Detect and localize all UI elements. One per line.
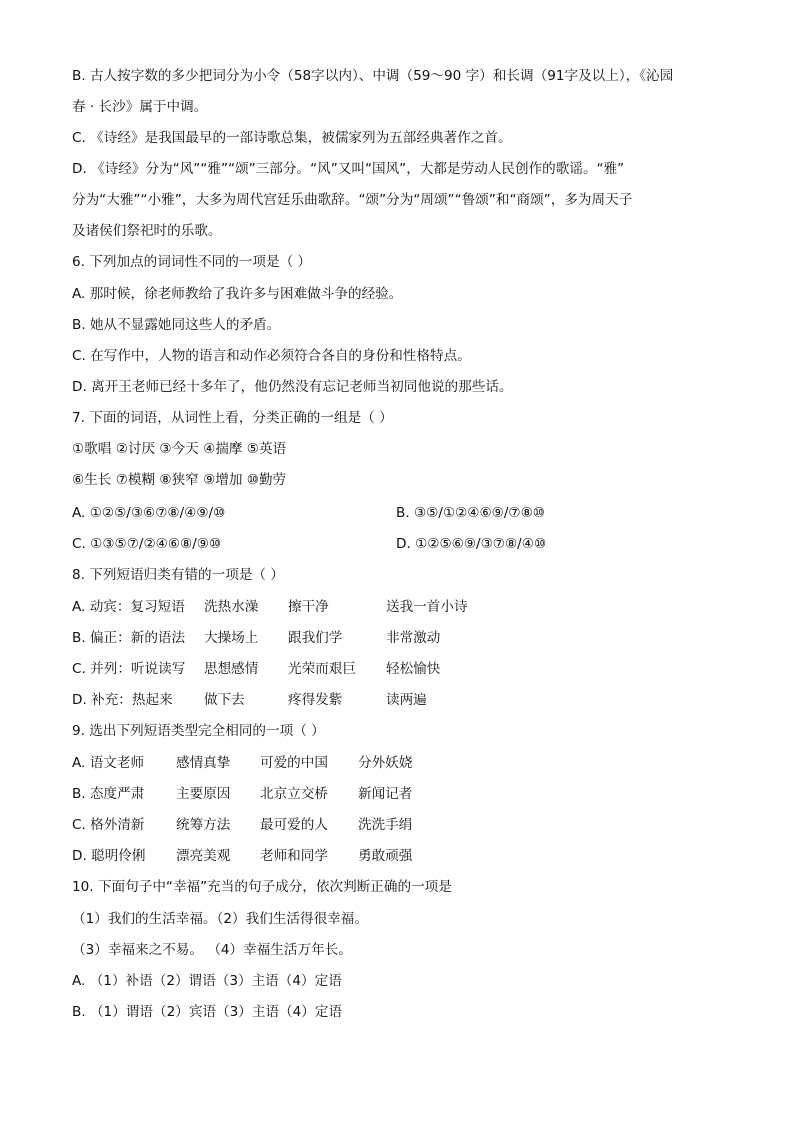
- q5-option-c: C. 《诗经》是我国最早的一部诗歌总集，被儒家列为五部经典著作之首。: [72, 130, 512, 146]
- q8-b-item-1: B. 偏正：新的语法: [72, 630, 186, 646]
- q10-sentences-2: （3）幸福来之不易。 （4）幸福生活万年长。: [72, 942, 352, 958]
- q9-b-item-4: 新闻记者: [358, 786, 413, 802]
- q8-d-item-3: 疼得发紫: [288, 692, 343, 708]
- q8-b-item-2: 大操场上: [204, 630, 259, 646]
- q7-option-d: D. ①②⑤⑥⑨/③⑦⑧/④⑩: [396, 536, 547, 552]
- q10-sentences-1: （1）我们的生活幸福。（2）我们生活得很幸福。: [72, 911, 368, 927]
- q5-option-b-line1: B. 古人按字数的多少把词分为小令（58字以内）、中调（59～90 字）和长调（91字及以上），《沁园: [72, 68, 674, 84]
- q6-option-a: A. 那时候，徐老师教给了我许多与困难做斗争的经验。: [72, 286, 403, 302]
- q5-option-d-line2: 分为“大雅”“小雅”，大多为周代宫廷乐曲歌辞。“颂”分为“周颂”“鲁颂”和“商颂”，多为周天子: [72, 192, 633, 208]
- q9-a-item-1: A. 语文老师: [72, 755, 145, 771]
- q9-d-item-1: D. 聪明伶俐: [72, 848, 146, 864]
- q6-stem: 6. 下列加点的词词性不同的一项是（ ）: [72, 254, 312, 270]
- q8-d-item-4: 读两遍: [386, 692, 427, 708]
- q9-a-item-2: 感情真挚: [176, 755, 231, 771]
- q9-c-item-4: 洗洗手绢: [358, 817, 413, 833]
- q8-c-item-4: 轻松愉快: [386, 661, 441, 677]
- q7-stem: 7. 下面的词语，从词性上看，分类正确的一组是（ ）: [72, 410, 393, 426]
- q7-option-b: B. ③⑤/①②④⑥⑨/⑦⑧⑩: [396, 505, 545, 521]
- q9-b-item-2: 主要原因: [176, 786, 231, 802]
- q8-c-item-2: 思想感情: [204, 661, 259, 677]
- q9-c-item-2: 统筹方法: [176, 817, 231, 833]
- q8-d-item-2: 做下去: [204, 692, 245, 708]
- q9-b-item-1: B. 态度严肃: [72, 786, 145, 802]
- q10-stem: 10. 下面句子中“幸福”充当的句子成分，依次判断正确的一项是: [72, 879, 452, 895]
- q8-a-item-1: A. 动宾：复习短语: [72, 599, 185, 615]
- q9-b-item-3: 北京立交桥: [260, 786, 328, 802]
- q9-c-item-3: 最可爱的人: [260, 817, 328, 833]
- q7-option-a: A. ①②⑤/③⑥⑦⑧/④⑨/⑩: [72, 505, 226, 521]
- q8-a-item-3: 擦干净: [288, 599, 329, 615]
- q5-option-b-line2: 春 · 长沙》属于中调。: [72, 99, 208, 115]
- q6-option-d: D. 离开王老师已经十多年了，他仍然没有忘记老师当初同他说的那些话。: [72, 379, 513, 395]
- q8-a-item-4: 送我一首小诗: [386, 599, 468, 615]
- q5-option-d-line3: 及诸侯们祭祀时的乐歌。: [72, 223, 222, 239]
- q9-stem: 9. 选出下列短语类型完全相同的一项（ ）: [72, 723, 325, 739]
- q8-c-item-3: 光荣而艰巨: [288, 661, 356, 677]
- q9-a-item-3: 可爱的中国: [260, 755, 328, 771]
- q8-b-item-3: 跟我们学: [288, 630, 343, 646]
- q8-stem: 8. 下列短语归类有错的一项是（ ）: [72, 567, 284, 583]
- q7-word-list-2: ⑥生长 ⑦模糊 ⑧狭窄 ⑨增加 ⑩勤劳: [72, 472, 287, 488]
- q6-option-b: B. 她从不显露她同这些人的矛盾。: [72, 317, 281, 333]
- q8-c-item-1: C. 并列：听说读写: [72, 661, 186, 677]
- q9-d-item-2: 漂亮美观: [176, 848, 231, 864]
- q8-a-item-2: 洗热水澡: [204, 599, 259, 615]
- q10-option-a: A. （1）补语（2）谓语（3）主语（4）定语: [72, 973, 342, 989]
- q7-word-list-1: ①歌唱 ②讨厌 ③今天 ④揣摩 ⑤英语: [72, 441, 287, 457]
- q8-b-item-4: 非常激动: [386, 630, 441, 646]
- q6-option-c: C. 在写作中，人物的语言和动作必须符合各自的身份和性格特点。: [72, 348, 471, 364]
- q9-d-item-3: 老师和同学: [260, 848, 328, 864]
- q9-d-item-4: 勇敢顽强: [358, 848, 413, 864]
- q8-d-item-1: D. 补充：热起来: [72, 692, 173, 708]
- q9-a-item-4: 分外妖娆: [358, 755, 413, 771]
- q10-option-b: B. （1）谓语（2）宾语（3）主语（4）定语: [72, 1004, 343, 1020]
- q5-option-d-line1: D. 《诗经》分为“风”“雅”“颂”三部分。“风”又叫“国风”，大都是劳动人民创作的歌谣。“雅”: [72, 161, 625, 177]
- q7-option-c: C. ①③⑤⑦/②④⑥⑧/⑨⑩: [72, 536, 222, 552]
- q9-c-item-1: C. 格外清新: [72, 817, 145, 833]
